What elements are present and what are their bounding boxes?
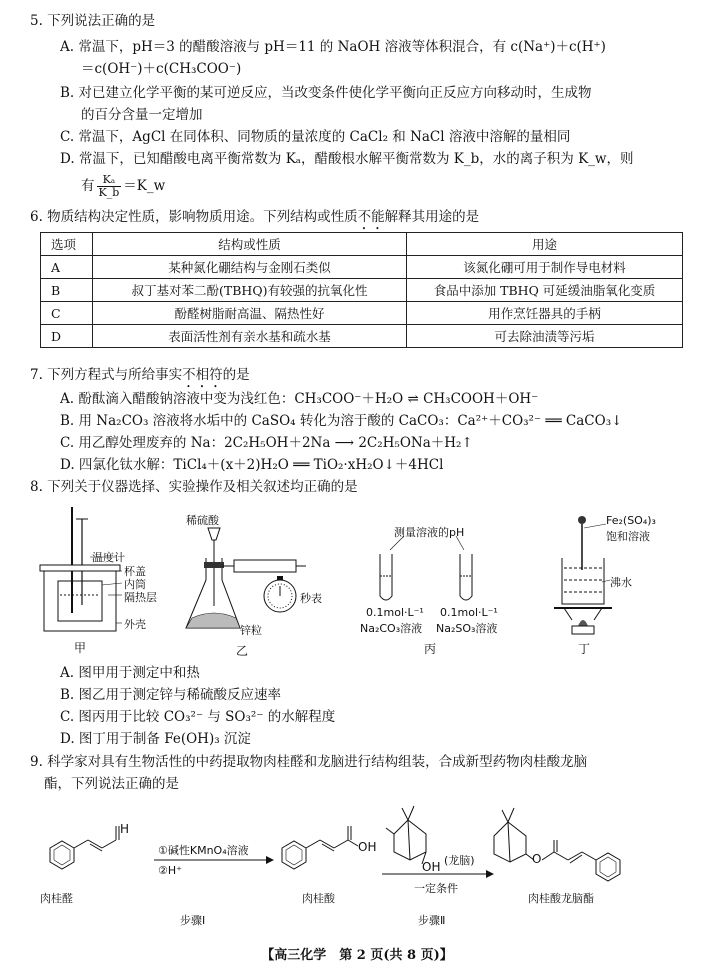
q6-header-use: 用途 — [407, 233, 683, 256]
q5-option-d-line2 — [81, 172, 165, 200]
q6-table-header — [41, 233, 683, 256]
shell-label: 外壳 — [124, 618, 146, 631]
figure-bing — [360, 518, 500, 658]
cinnamic-acid-label: 肉桂酸 — [302, 892, 335, 905]
q6-table — [40, 232, 683, 348]
q6-row-structure: 酚醛树脂耐高温、隔热性好 — [93, 302, 407, 325]
q6-row-structure: 某种氮化硼结构与金刚石类似 — [93, 256, 407, 279]
q8-option-d: D. 图丁用于制备 Fe(OH)₃ 沉淀 — [60, 731, 251, 747]
table-row — [41, 302, 683, 325]
acid-oh-label: OH — [358, 840, 377, 854]
q6-row-use: 该氮化硼可用于制作导电材料 — [407, 256, 683, 279]
q5-option-b-line1: B. 对已建立化学平衡的某可逆反应，当改变条件使化学平衡向正反应方向移动时，生成物 — [60, 85, 592, 101]
insulation-label: 隔热层 — [124, 591, 157, 604]
left-concentration-label: 0.1mol·L⁻¹ — [366, 606, 424, 619]
q5-option-b-line2: 的百分含量一定增加 — [81, 107, 203, 123]
q6-header-structure: 结构或性质 — [93, 233, 407, 256]
q9-reaction-scheme — [30, 800, 690, 930]
q6-row-use: 用作烹饪器具的手柄 — [407, 302, 683, 325]
q5-option-c: C. 常温下，AgCl 在同体积、同物质的量浓度的 CaCl₂ 和 NaCl 溶液中溶解的量相同 — [60, 129, 571, 145]
figure-jia — [30, 505, 160, 655]
q5-fraction-numerator: Kₐ — [97, 174, 122, 187]
q6-row-structure: 表面活性剂有亲水基和疏水基 — [93, 325, 407, 348]
q8-option-c: C. 图丙用于比较 CO₃²⁻ 与 SO₃²⁻ 的水解程度 — [60, 709, 336, 725]
q5-option-a-line2: ＝c(OH⁻)＋c(CH₃COO⁻) — [81, 61, 242, 77]
q8-option-b: B. 图乙用于测定锌与稀硫酸反应速率 — [60, 687, 282, 703]
borneol-oh-label: OH — [422, 860, 441, 874]
q6-row-key: C — [41, 302, 93, 325]
q5-fraction-denominator: K_b — [98, 186, 120, 199]
saturated-solution-label: 饱和溶液 — [606, 530, 650, 543]
q6-stem-emphasis: 不能 — [357, 209, 385, 225]
q6-row-use: 可去除油渍等污垢 — [407, 325, 683, 348]
q6-row-structure: 叔丁基对苯二酚(TBHQ)有较强的抗氧化性 — [93, 279, 407, 302]
right-concentration-label: 0.1mol·L⁻¹ — [440, 606, 498, 619]
left-solution-label: Na₂CO₃溶液 — [360, 622, 423, 635]
q6-row-key: A — [41, 256, 93, 279]
figure-ding-caption: 丁 — [578, 642, 591, 656]
q6-header-option: 选项 — [41, 233, 93, 256]
figure-ding — [548, 508, 688, 658]
thermometer-label: 温度计 — [92, 551, 125, 564]
ph-measure-label: 测量溶液的pH — [394, 526, 465, 539]
q5-d-suffix: ＝K_w — [123, 178, 166, 194]
right-solution-label: Na₂SO₃溶液 — [436, 622, 498, 635]
q7-stem-pre: 7. 下列方程式与所给事实 — [30, 367, 183, 383]
table-row — [41, 256, 683, 279]
q7-option-b: B. 用 Na₂CO₃ 溶液将水垢中的 CaSO₄ 转化为溶于酸的 CaCO₃：Ca²⁺＋CO₃²⁻ ══ CaCO₃↓ — [60, 413, 623, 429]
step1-condition-b: ②H⁺ — [158, 864, 182, 877]
step2-label: 步骤Ⅱ — [418, 914, 446, 927]
page-footer: 【高三化学 第 2 页(共 8 页)】 — [261, 948, 453, 963]
zinc-label: 锌粒 — [240, 624, 262, 637]
inner-cup-label: 内筒 — [124, 578, 146, 591]
lid-label: 杯盖 — [124, 565, 146, 578]
q9-stem-line2: 酯，下列说法正确的是 — [44, 776, 179, 792]
figure-jia-caption: 甲 — [74, 641, 87, 655]
q7-option-a: A. 酚酞滴入醋酸钠溶液中变为浅红色：CH₃COO⁻＋H₂O ⇌ CH₃COOH＋OH⁻ — [60, 391, 539, 407]
q7-stem — [30, 366, 250, 391]
ferric-sulfate-label: Fe₂(SO₄)₃ — [606, 514, 656, 527]
figure-yi-caption: 乙 — [236, 644, 249, 658]
q7-option-c: C. 用乙醇处理废弃的 Na：2C₂H₅OH＋2Na ⟶ 2C₂H₅ONa＋H₂↑ — [60, 435, 473, 451]
q9-stem-line1: 9. 科学家对具有生物活性的中药提取物肉桂醛和龙脑进行结构组装，合成新型药物肉桂酸龙脑 — [30, 754, 588, 770]
cinnamaldehyde-label: 肉桂醛 — [40, 892, 73, 905]
q6-row-key: B — [41, 279, 93, 302]
aldehyde-h-label: H — [120, 822, 130, 836]
table-row — [41, 279, 683, 302]
figure-bing-caption: 丙 — [424, 642, 437, 656]
q6-stem — [30, 208, 479, 233]
figure-yi — [178, 510, 322, 658]
step1-label: 步骤Ⅰ — [180, 914, 206, 927]
dilute-sulfuric-acid-label: 稀硫酸 — [186, 514, 219, 527]
q6-row-key: D — [41, 325, 93, 348]
q6-row-use: 食品中添加 TBHQ 可延缓油脂氧化变质 — [407, 279, 683, 302]
q5-d-prefix: 有 — [81, 178, 95, 194]
q7-option-d: D. 四氯化钛水解：TiCl₄＋(x＋2)H₂O ══ TiO₂·xH₂O↓＋4HCl — [60, 457, 444, 473]
table-row — [41, 325, 683, 348]
q5-option-d-line1: D. 常温下，已知醋酸电离平衡常数为 Kₐ，醋酸根水解平衡常数为 K_b，水的离子积为 K_w，则 — [60, 151, 634, 167]
stopwatch-label: 秒表 — [300, 592, 322, 605]
q5-stem: 5. 下列说法正确的是 — [30, 13, 156, 29]
borneol-label: (龙脑) — [444, 854, 475, 867]
boiling-water-label: 沸水 — [610, 576, 632, 589]
reaction-scheme-svg — [30, 800, 690, 930]
q8-option-a: A. 图甲用于测定中和热 — [60, 665, 200, 681]
step1-condition-a: ①碱性KMnO₄溶液 — [158, 844, 249, 857]
q7-stem-emphasis: 不相符 — [182, 367, 223, 383]
ester-o-label: O — [532, 852, 542, 866]
q8-stem: 8. 下列关于仪器选择、实验操作及相关叙述均正确的是 — [30, 479, 358, 495]
q7-stem-post: 的是 — [222, 367, 250, 383]
step2-condition: 一定条件 — [414, 882, 458, 895]
product-label: 肉桂酸龙脑酯 — [528, 892, 594, 905]
q6-stem-pre: 6. 物质结构决定性质，影响物质用途。下列结构或性质 — [30, 209, 358, 225]
q6-stem-post: 解释其用途的是 — [384, 209, 480, 225]
q5-option-a-line1: A. 常温下，pH＝3 的醋酸溶液与 pH＝11 的 NaOH 溶液等体积混合，有 c(Na⁺)＋c(H⁺) — [60, 39, 606, 55]
q5-fraction — [97, 174, 122, 199]
